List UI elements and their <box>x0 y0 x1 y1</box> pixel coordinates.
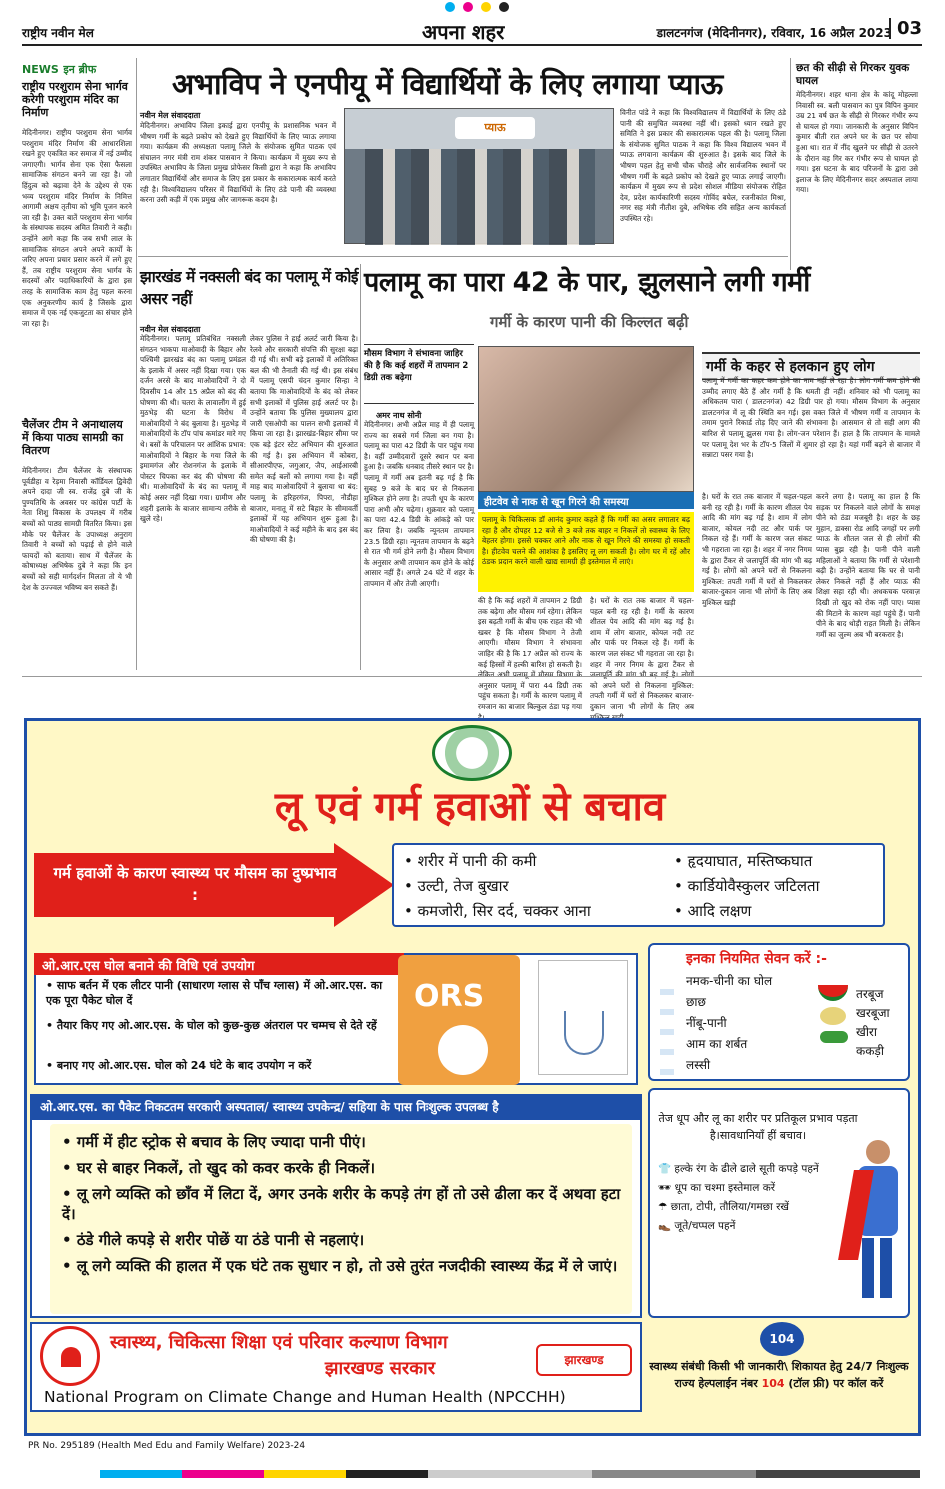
paper-name: राष्ट्रीय नवीन मेल <box>22 26 94 40</box>
nhm-logo <box>40 1326 100 1386</box>
story3-text-1: मेदिनीनगर। अभी अप्रैल माह में ही पलामू राज्य का सबसे गर्म जिला बन गया है। पलामू का पारा 42 डिग्री के पार पहुंच गया है। वहीं उम्मीदवारों दूसरे स्थान पर बना हुआ है। जबकि धनबाद तीसरे स्थान पर है। पलामू में गर्मी अब इतनी बढ़ गई है कि सुबह 9 बजे के बाद घर से निकलना मुश्किल होने लगा है। तपती धूप के कारण पारा अभी और चढ़ेगा। शुक्रवार को पलामू का पारा 42.4 डिग्री के आंकड़े को पार कर लिया है। जबकि न्यूनतम तापमान 23.5 डिग्री रहा। न्यूनतम तापमान के बढ़ने से रात भी गर्म होने लगी है। मौसम विभाग के अनुसार अभी तापमान कम होने के कोई आसार नहीं हैं। अगले 24 घंटे में शहर के तापमान में और तेजी आएगी। <box>364 420 474 588</box>
story3-photo <box>478 346 694 492</box>
rule <box>22 676 922 677</box>
story1-text-2: विनीत पांडे ने कहा कि विश्वविद्यालय में विद्यार्थियों के लिए ठंडे पानी की समुचित व्यवस्था नहीं थी। इसको ध्यान रखते हुए समिति ने इस प्रकार की सकारात्मक पहल की है। पलामू जिला के संयोजक सुमित पाठक ने कहा कि विश्व विद्यालय भवन में प्याऊ लगवाना कार्यक्रम की शुरुआत है। इसके बाद जिले के भीषण पहल हेतु सभी चौक चौराहे और सार्वजनिक स्थानों पर भीषण गर्मी के बढ़ते प्रकोप को देखते हुए प्याऊ लगाई जाएगी। कार्यक्रम में मुख्य रूप से प्रदेश सोशल मीडिया संयोजक रोहित देव, प्रदेश कार्यकारिणी सदस्य गोविंद बघेल, रजनीकांत मिश्रा, नगर सह मंत्री नीतीश दुबे, अभिषेक रवि सहित अन्य कार्यकर्ता उपस्थित रहे। <box>620 108 786 223</box>
registration-marks <box>445 2 509 12</box>
story3-byline: अमर नाथ सोनी <box>376 411 422 420</box>
symptom: • आदि लक्षण <box>674 899 884 924</box>
tip: • ठंडे गीले कपड़े से शरीर पोछें या ठंडे पानी से नहलाएं। <box>62 1231 365 1249</box>
story1-photo <box>344 108 614 244</box>
pr-number: PR No. 295189 (Health Med Edu and Family Welfare) 2023-24 <box>28 1441 306 1451</box>
diet-item: तरबूज <box>856 987 884 1001</box>
sidebar-headline: छत की सीढ़ी से गिरकर युवक घायल <box>796 62 910 87</box>
color-strip <box>100 1470 920 1478</box>
ors-pack-label: ORS <box>414 979 485 1014</box>
protection-box <box>648 1088 910 1318</box>
story3-intro: मौसम विभाग ने संभावना जाहिर की है कि कई शहरों में तापमान 2 डिग्री तक बढ़ेगा <box>364 349 469 383</box>
story1-text-1: मेदिनीनगर। अभाविप जिला इकाई द्वारा एनपीयू के प्रशासनिक भवन में भीषण गर्मी के बढ़ते प्रकोप को देखते हुए विद्यार्थियों के लिए प्याऊ लगाया गया। कार्यक्रम की अध्यक्षता पलामू जिले के संयोजक सुमित पाठक एवं संचालन नगर मंत्री राम शंकर पासवान ने किया। कार्यक्रम में मुख्य रूप से उपस्थित अभाविप के जिला प्रमुख प्रोफेसर किसी द्वारा ने कहा कि अभाविप लगातार विद्यार्थियों और समाज के लिए इस प्रकार के सकारात्मक कार्य करते रही है। विश्वविद्यालय परिसर में विद्यार्थियों के लिए ठंडे पानी की व्यवस्था करना उसी कड़ी में एक प्रमुख और जागरूक कदम है। <box>140 121 336 205</box>
free-availability-bar: ओ.आर.एस. का पैकेट निकटतम सरकारी अस्पताल/ स्वास्थ्य उपकेन्द्र/ सहिया के पास निःशुल्क उपलब्ध है <box>30 1094 642 1118</box>
ors-title: ओ.आर.एस घोल बनाने की विधि एवं उपयोग <box>34 953 404 975</box>
sunglasses-icon: 🕶 <box>658 1182 675 1194</box>
diet-item: खीरा <box>856 1025 877 1039</box>
story3-text-3: है। घरों के रात तक बाजार में चहल-पहल बनी रह रही है। गर्मी के कारण शीतल पेय आदि की मांग बढ़ गई है। शाम में लोग बाजार, कोयल नदी तट और पार्क पर निकल रहे हैं। गर्मी के कारण जल संकट भी गहराता जा रहा है। शहर में नगर निगम के द्वारा टैंकर से जलापूर्ति की मांग भी बढ़ गई है। लोगों को अपने घरों से निकलना मुश्किल: तपती गर्मी में घरों से निकलकर बाजार-दुकान जाना भी लोगों के लिए अब <box>590 596 694 711</box>
rule <box>138 256 788 257</box>
diet-item: आम का शर्बत <box>686 1037 748 1051</box>
story3-doctor-box: पलामू के चिकित्सक डॉ आनंद कुमार कहते हैं कि गर्मी का असर लगातार बढ़ रहा है और दोपहर 12 बजे से 3 बजे तक बाहर न निकलें तो स्वास्थ्य के लिए बेहतर होगा। इससे चक्कर आने और नाक से खून गिरने की समस्या हो सकती है। हीटवेव चलने की आशंका है इसलिए लू लग सकती है। लोग घर में रहें और ठंडक प्रदान करने वाली खाद्य सामग्री ही इस्तेमाल में लाएं। <box>478 512 694 592</box>
ors-step: • तैयार किए गए ओ.आर.एस. के घोल को कुछ-कुछ अंतराल पर चम्मच से देते रहें <box>46 1019 377 1032</box>
pyau-banner: प्याऊ <box>455 117 535 139</box>
story3-subhead: गर्मी के कारण पानी की किल्लत बढ़ी <box>490 313 689 331</box>
story2-text-2: लेकर पुलिस ने हाई अलर्ट जारी किया है। रेलवे और सरकारी संपत्ति की सुरक्षा बढ़ा दी गई थी। सभी बड़े इलाकों में अतिरिक्त बल की भी तैनाती की गई थी। इस संबंध में पलामू एसपी चंदन कुमार सिन्हा ने बताया कि माओवादियों के बंद को लेकर सभी इलाकों में पुलिस हाई अलर्ट पर है। उन्होंने बताया कि पुलिस मुख्यालय द्वारा जारी एसओपी का पालन सभी इलाकों में किया जा रहा है। झारखंड-बिहार सीमा पर एक बड़े इंटर स्टेट अभियान की शुरुआत की गई है। इस अभियान में कोबरा, सीआरपीएफ, जगुआर, जैप, आईआरबी समेत कई बलों को लगाया गया है। वहीं माह बाद माओवादियों ने बुलाया था बंद: पलामू के हरिहरगंज, पिपरा, नौडीहा बाजार, मनातू में सटे बिहार के सीमावर्ती इलाकों में यह अभियान शुरू हुआ है। माओवादियों ने कई महीने के बाद इस बंद की घोषणा की है। <box>250 334 358 545</box>
arrow-text: गर्म हवाओं के कारण स्वास्थ्य पर मौसम का दुष्प्रभाव : <box>53 864 337 904</box>
symptom: • उल्टी, तेज बुखार <box>404 874 674 899</box>
diet-title: इनका नियमित सेवन करें :- <box>686 951 827 967</box>
symptom: • कमजोरी, सिर दर्द, चक्कर आना <box>404 899 674 924</box>
story3-headline: पलामू का पारा 42 के पार, झुलसाने लगी गर्मी <box>364 267 810 298</box>
photo-caption: हीटवेव से नाक से खून गिरने की समस्या <box>478 492 694 509</box>
shirt-icon: 👕 <box>658 1163 675 1175</box>
shoe-icon: 👞 <box>658 1220 675 1232</box>
diet-item: नमक-चीनी का घोल <box>686 974 773 988</box>
story3-text-5: करने लगा है। पलामू का हाल है कि सड़क पर निकलने वाले लोगों के समक्ष पीने को ठंडा मजबूरी है। शहर के छह मुहान, डाक्सा रोड आदि जगहों पर लगी प्याऊ के शीतल जल से ही लोगों की प्यास बुझ रही है। पानी पीने वाली महिलाओं ने बताया कि गर्मी से परेशानी बढ़ी है। उन्होंने बताया कि घर से पानी लेकर निकले नहीं हैं और प्याऊ की शिक्षा सहा रही थी। अधकचक परवाज़ दिखी तो खुद को रोक नहीं पाए। प्यास की मिटाने के कारण वहां पहुंचे हैं। पानी पीने के बाद थोड़ी राहत मिली है। लेकिन गर्मी का जुल्म अब भी बरकरार है। <box>816 492 920 639</box>
symptom: • कार्डियोवैस्कुलर जटिलता <box>674 874 884 899</box>
diet-item: खरबूजा <box>856 1006 890 1020</box>
tip: • घर से बाहर निकलें, तो खुद को कवर करके ही निकलें। <box>62 1159 376 1177</box>
program-name: National Program on Climate Change and Human Health (NPCCHH) <box>44 1388 566 1406</box>
emblem <box>432 725 512 781</box>
story3-text-2: की है कि कई शहरों में तापमान 2 डिग्री तक बढ़ेगा और मौसम गर्म रहेगा। लेकिन इस बढ़ती गर्मी के बीच एक राहत की भी खबर है कि मौसम विभाग ने तेजी आएगी। मौसम विभाग ने संभावना जाहिर की है कि 17 अप्रैल को राज्य के कई हिस्सों में हल्की बारिश हो सकती है। लेकिन अभी पलामू में मौसम विभाग के अनुसार पलामू में पारा 44 डिग्री तक पहुंच सकता है। गर्मी के कारण पलामू में रमजान का बाजार बिल्कुल ठंडा पड़ गया <box>478 596 582 711</box>
department-name: स्वास्थ्य, चिकित्सा शिक्षा एवं परिवार कल्याण विभाग <box>110 1332 448 1353</box>
story1-byline: नवीन मेल संवाददाता <box>140 111 201 120</box>
helpline-logo: 104 <box>760 1322 804 1356</box>
helpline-text: स्वास्थ्य संबंधी किसी भी जानकारी\ शिकायत हेतु 24/7 निःशुल्क राज्य हेल्पलाईन नंबर 104 (टॉल फ्री) पर कॉल करें <box>649 1360 909 1390</box>
story3-intro-box <box>364 344 474 404</box>
diet-item: ककड़ी <box>856 1044 884 1058</box>
ad-title: लू एवं गर्म हवाओं से बचाव <box>274 784 666 830</box>
protection-item: 👕 हल्के रंग के ढीले ढाले सूती कपड़े पहनें <box>658 1163 819 1175</box>
story2-headline: झारखंड में नक्सली बंद का पलामू में कोई असर नहीं <box>140 268 358 308</box>
protection-intro: तेज धूप और लू का शरीर पर प्रतिकूल प्रभाव पड़ता है।सावधानियाँ हीं बचाव। <box>658 1112 858 1142</box>
brief-text-1: मेदिनीनगर। राष्ट्रीय परशुराम सेना भार्गव परशुराम मंदिर निर्माण की आधारशिला रखने हुए एकत्रित कर समाज में नई उम्मीद जगाएगी। भार्गव सेना एक ऐसा फैसला सामाजिक संगठन बनने जा रहा है। जो हिंदुत्व को बढ़ावा देने के उद्देश्य से एक भव्य परशुराम मंदिर निर्माण के निमित्त आगामी अक्षय तृतीया को भूमि पूजन करने जा रही है। उक्त बातें परशुराम सेना भार्गव के संस्थापक सदस्य अमित तिवारी ने कही। उन्होंने आगे कहा कि जब सभी लाल के सामाजिक संगठन अपने अपने कार्यों के जरिए अपना प्रचार प्रसार करने में लगे हुए हैं, तब राष्ट्रीय परशुराम सेना भार्गव के सदस्यों और पदाधिकारियों के द्वारा इस तरह के सामाजिक काम हेतु पहल करना एक अनुकरणीय कार्य है जिसके द्वारा समाज में एक नई एकजुटता का संचार होने जा रहा है। <box>22 128 132 328</box>
protection-item: ☂ छाता, टोपी, तौलिया/गमछा रखें <box>658 1201 789 1213</box>
jharkhand-badge: झारखण्ड <box>536 1344 632 1376</box>
diet-item: लस्सी <box>686 1058 711 1072</box>
symptom: • शरीर में पानी की कमी <box>404 849 674 874</box>
column-rule <box>136 58 137 670</box>
news-in-brief-label: NEWS इन ब्रीफ <box>22 63 97 76</box>
brief-text-2: मेदिनीनगर। टीम चैलेंजर के संस्थापक पूर्वडीहा व रेड़मा निवासी कॉर्डियल द्विवेदी अपने दादा जी स्व. राजेंद्र दुबे जी के पुण्यतिथि के अवसर पर कांग्रेस पार्टी के नेता शिशु विकास के उपलक्ष्य में गरीब बच्चों को पाठ्य सामग्री वितरित किया। इस मौके पर चैलेंजर के उपाध्यक्ष अनुराग तिवारी ने बच्चों को पढ़ाई से होने वाले फायदों को बताया। साथ में चैलेंजर के कोषाध्यक्ष अभिषेक दुबे ने कहा कि इन बच्चों को सही मार्गदर्शन मिलता तो ये भी देश के उज्ज्वल भविष्य बन सकते हैं। <box>22 466 132 592</box>
government-name: झारखण्ड सरकार <box>324 1358 436 1379</box>
story3-text-4: पलामू में गर्मी का कहर कम होने का नाम नहीं ले रहा है। लोग गर्मी कम होने की उम्मीद लगाए बैठे हैं और गर्मी है कि थमती ही नहीं। शनिवार को भी पलामू का अधिकतम पारा ( डालटनगंज) 42 डिग्री पार हो गया। मौसम विभाग के अनुसार डालटनगंज में लू की स्थिति बन गई। इस वक्त जिले में भीषण गर्मी व तापमान के तमाम पुराने रिकार्ड तोड़ दिए जाने की संभावना है। आसमान से तो सही आग की बारिश से पलामू झुलस गया है। लोग-जन परेशान हैं। हाल है कि तापमान के मामले पर पलामू देश भर के टॉप-5 जिलों में शुमार हो रहा है। यहां गर्मी बढ़ने से बाजार में सन्नाटा पसर गया है। <box>702 376 920 460</box>
story2-byline: नवीन मेल संवाददाता <box>140 325 201 334</box>
diet-item: नींबू-पानी <box>686 1016 727 1030</box>
watermelon-icon <box>818 985 848 1001</box>
ors-step: • बनाए गए ओ.आर.एस. घोल को 24 घंटे के बाद उपयोग न करें <box>46 1059 312 1072</box>
dateline: डालटनगंज (मेदिनीनगर), रविवार, 16 अप्रैल 2023 <box>656 26 892 40</box>
story3-side-box-headline: गर्मी के कहर से हलकान हुए लोग <box>702 352 920 380</box>
tip: • गर्मी में हीट स्ट्रोक से बचाव के लिए ज्यादा पानी पीएं। <box>62 1133 366 1151</box>
page-number: 03 <box>889 18 922 39</box>
sidebar-text: मेदिनीनगर। शहर थाना क्षेत्र के कांदू मोहल्ला निवासी स्व. बली पासवान का पुत्र विपिन कुमार उम्र 21 वर्ष छत के सीढ़ी से गिरकर गंभीर रूप से घायल हो गया। जानकारी के अनुसार विपिन कुमार बीती रात अपने घर के छत पर सोया हुआ था। रात में नींद खुलने पर सीढ़ी से उतरने के दौरान वह गिर कर गंभीर रूप से घायल हो गया। इस घटना के बाद परिजनों के द्वारा उसे इलाज के लिए मेदिनीनगर सदर अस्पताल लाया गया। <box>796 90 918 195</box>
story3-text-4b: है। घरों के रात तक बाजार में चहल-पहल बनी रह रही है। गर्मी के कारण शीतल पेय आदि की मांग बढ़ गई है। शाम में लोग बाजार, कोयल नदी तट और पार्क पर निकल रहे हैं। गर्मी के कारण जल संकट भी गहराता जा रहा है। शहर में नगर निगम के द्वारा टैंकर से जलापूर्ति की मांग भी बढ़ गई है। लोगों को अपने घरों से निकलना मुश्किल: तपती गर्मी में घरों से निकलकर बाजार-दुकान जाना भी लोगों के लिए अब मुश्किल खड़ी <box>702 492 812 607</box>
ors-mix-icon <box>538 960 628 1075</box>
story2-text-1: मेदिनीनगर। पलामू प्रतिबंधित नक्सली संगठन भाकपा माओवादी के बिहार और पश्चिमी झारखंड बंद का पलामू प्रमंडल के इलाके में असर नहीं दिखा गया। एक दर्जन अरसे के बाद माओवादियों ने दो दिवसीय 14 और 15 अप्रैल को बंद की घोषणा की थी। चतरा के लावालौंग में हुई मुठभेड़ की घटना के विरोध में माओवादियों ने बंद बुलाया है। मुठभेड़ में माओवादियों के टॉप पांच कमांडर मारे गए थे। बसों के परिचालन पर आंशिक प्रभाव: माओवादियों ने बिहार के गया जिले के इमामगंज और रोशनगंज के इलाके में पोस्टर चिपका कर बंद की घोषणा की थी। माओवादियों के बंद का पलामू में कोई असर नहीं दिखा गया। ग्रामीण और शहरी इलाके के बाजार सामान्य तरीके से खुले रहे। <box>140 334 246 524</box>
section-title: अपना शहर <box>422 20 505 44</box>
ors-packet-image <box>398 955 520 1085</box>
tip: • लू लगे व्यक्ति की हालत में एक घंटे तक सुधार न हो, तो उसे तुरंत नजदीकी स्वास्थ्य केंद्र में ले जाएं। <box>62 1257 618 1275</box>
diet-item: छाछ <box>686 995 706 1009</box>
tip: • लू लगे व्यक्ति को छाँव में लिटा दें, अगर उनके शरीर के कपड़े तंग हों तो उसे ढीला कर दें अथवा हटा दें। <box>62 1185 621 1223</box>
ors-step: • साफ बर्तन में एक लीटर पानी (साधारण ग्लास से पाँच ग्लास) में ओ.आर.एस. का एक पूरा पैकेट घोल दें <box>46 979 383 1007</box>
protection-item: 👞 जूते/चप्पल पहनें <box>658 1220 736 1232</box>
umbrella-icon: ☂ <box>658 1201 671 1213</box>
brief-headline-2: चैलेंजर टीम ने अनाथालय में किया पाठ्य सामग्री का वितरण <box>22 418 124 457</box>
superhero-icon <box>850 1140 906 1310</box>
brief-headline-1: राष्ट्रीय परशुराम सेना भार्गव करेगी परशुराम मंदिर का निर्माण <box>22 80 128 119</box>
story1-headline: अभाविप ने एनपीयू में विद्यार्थियों के लिए लगाया प्याऊ <box>172 67 723 101</box>
helpline-box <box>648 1322 910 1412</box>
column-rule <box>790 58 791 270</box>
glass-icon <box>660 975 674 1075</box>
masthead <box>22 18 922 46</box>
symptom: • हृदयाघात, मस्तिष्कघात <box>674 849 884 874</box>
cucumber-icon <box>820 1031 848 1043</box>
melon-icon <box>820 1007 846 1025</box>
column-rule <box>360 264 361 670</box>
protection-item: 🕶 धूप का चश्मा इस्तेमाल करें <box>658 1182 776 1194</box>
symptom-box <box>392 843 885 927</box>
diet-box <box>648 943 910 1081</box>
